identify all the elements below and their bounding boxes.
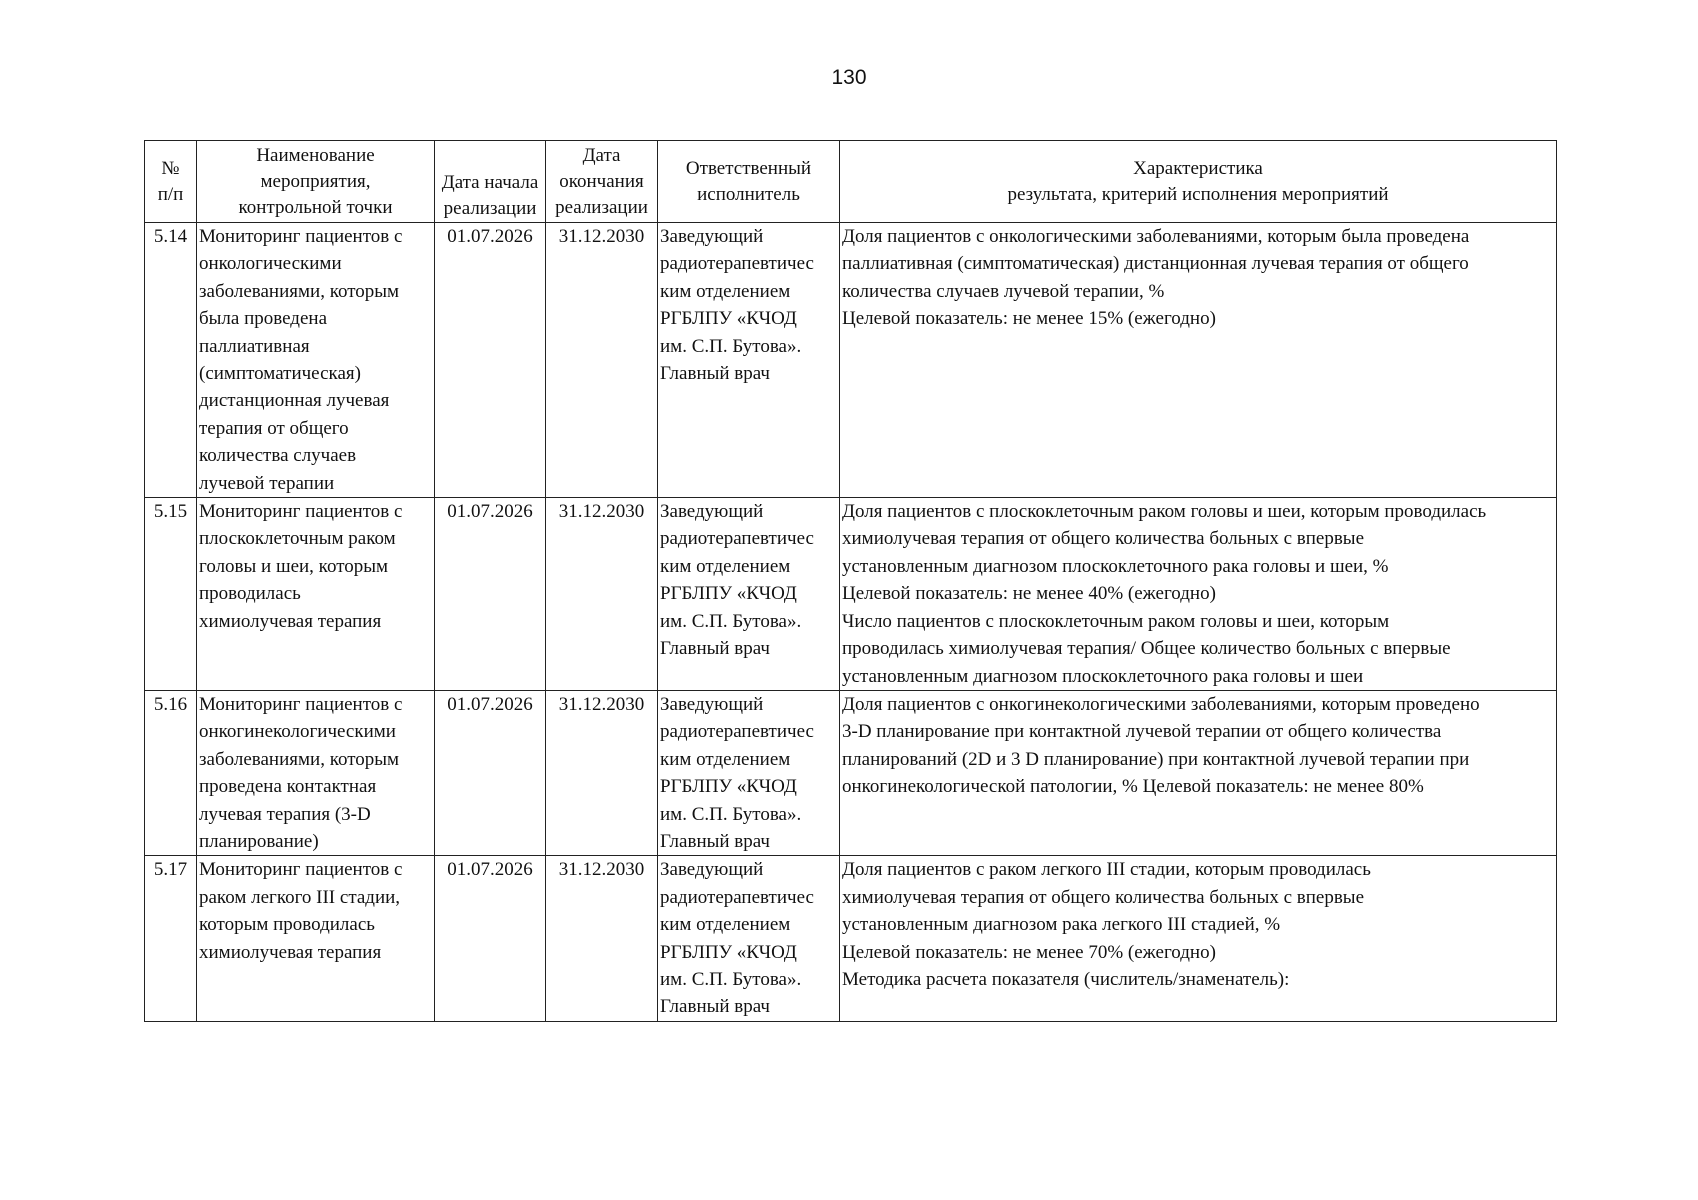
end-date: 31.12.2030 [546,223,658,498]
cell-line: ким отделением [660,748,791,770]
cell-line: которым проводилась [199,914,375,936]
cell-line: им. С.П. Бутова». [660,803,802,825]
cell-line: им. С.П. Бутова». [660,610,802,632]
end-date: 31.12.2030 [546,498,658,691]
result-criteria [840,223,1557,498]
header-num [145,141,197,223]
header-line: окончания [559,170,644,192]
start-date: 01.07.2026 [435,223,546,498]
row-number: 5.17 [145,856,197,1021]
start-date: 01.07.2026 [435,498,546,691]
cell-line: 3-D планирование при контактной лучевой терапии от общего количества [842,721,1442,743]
result-criteria [840,690,1557,855]
header-line: п/п [157,183,184,205]
cell-line: установленным диагнозом плоскоклеточного рака головы и шеи [842,665,1364,687]
cell-line: (симптоматическая) [199,363,361,385]
cell-line: Доля пациентов с онкологическими заболеваниями, которым была проведена [842,226,1470,247]
cell-line: химиолучевая терапия от общего количества больных с впервые [842,528,1365,550]
cell-line: головы и шеи, которым [199,555,389,577]
cell-line: лучевая терапия (3-D [199,803,371,825]
header-responsible [658,141,840,223]
cell-line: установленным диагнозом плоскоклеточного рака головы и шеи, % [842,555,1389,577]
header-line: исполнитель [697,183,800,205]
cell-line: количества случаев [199,445,357,467]
cell-line: Мониторинг пациентов с [199,693,403,715]
cell-line: раком легкого III стадии, [199,886,401,908]
table-row [145,856,1557,1021]
cell-line: радиотерапевтичес [660,721,814,743]
cell-line: плоскоклеточным раком [199,528,396,550]
cell-line: радиотерапевтичес [660,528,814,550]
measure-name [197,690,435,855]
cell-line: Целевой показатель: не менее 15% (ежегодно) [842,308,1216,330]
responsible-executor [658,223,840,498]
cell-line: Методика расчета показателя (числитель/знаменатель): [842,968,1290,990]
cell-line: проводилась химиолучевая терапия/ Общее количество больных с впервые [842,638,1451,660]
cell-line: была проведена [199,308,328,330]
cell-line: химиолучевая терапия [199,941,382,963]
measure-name [197,856,435,1021]
measure-name [197,223,435,498]
cell-line: заболеваниями, которым [199,280,400,302]
responsible-executor [658,856,840,1021]
table-row [145,690,1557,855]
cell-line: Главный врач [660,996,770,1018]
header-result [840,141,1557,223]
cell-line: терапия от общего [199,417,349,439]
cell-line: Главный врач [660,638,770,660]
end-date: 31.12.2030 [546,690,658,855]
page-number: 130 [831,66,867,89]
measures-table [144,140,1557,1022]
cell-line: Заведующий [660,693,764,715]
header-start-date [435,141,546,223]
header-end-date [546,141,658,223]
start-date: 01.07.2026 [435,690,546,855]
cell-line: Заведующий [660,226,764,247]
cell-line: Главный врач [660,830,770,852]
cell-line: Мониторинг пациентов с [199,859,403,881]
cell-line: планирование) [199,830,319,852]
cell-line: Доля пациентов с раком легкого III стадии, которым проводилась [842,859,1371,881]
cell-line: Заведующий [660,859,764,881]
cell-line: установленным диагнозом рака легкого III стадией, % [842,914,1281,936]
cell-line: Число пациентов с плоскоклеточным раком головы и шеи, которым [842,610,1390,632]
header-line: мероприятия, [260,170,371,192]
cell-line: ким отделением [660,555,791,577]
cell-line: онкологическими [199,253,342,275]
cell-line: паллиативная (симптоматическая) дистанционная лучевая терапия от общего [842,253,1469,275]
table-header-row [145,141,1557,223]
cell-line: радиотерапевтичес [660,886,814,908]
header-line: Дата начала [441,172,539,193]
cell-line: количества случаев лучевой терапии, % [842,280,1165,302]
row-number: 5.14 [145,223,197,498]
cell-line: лучевой терапии [199,472,335,494]
header-name [197,141,435,223]
table-body [145,223,1557,1022]
cell-line: РГБЛПУ «КЧОД [660,308,797,330]
header-line: контрольной точки [238,196,393,218]
cell-line: проводилась [199,583,301,605]
table-row [145,223,1557,498]
header-line: Наименование [256,144,375,166]
cell-line: химиолучевая терапия [199,610,382,632]
start-date: 01.07.2026 [435,856,546,1021]
cell-line: онкогинекологическими [199,721,396,743]
cell-line: Целевой показатель: не менее 70% (ежегодно) [842,941,1216,963]
result-criteria [840,498,1557,691]
cell-line: Доля пациентов с онкогинекологическими заболеваниями, которым проведено [842,693,1480,715]
cell-line: Целевой показатель: не менее 40% (ежегодно) [842,583,1216,605]
header-line: № [161,157,180,179]
header-line: Характеристика [1133,157,1263,179]
table-row [145,498,1557,691]
cell-line: РГБЛПУ «КЧОД [660,941,797,963]
cell-line: химиолучевая терапия от общего количества больных с впервые [842,886,1365,908]
cell-line: ким отделением [660,280,791,302]
row-number: 5.16 [145,690,197,855]
responsible-executor [658,498,840,691]
row-number: 5.15 [145,498,197,691]
cell-line: Мониторинг пациентов с [199,501,403,523]
cell-line: паллиативная [199,335,310,357]
cell-line: онкогинекологической патологии, % Целевой показатель: не менее 80% [842,776,1424,798]
cell-line: Главный врач [660,363,770,385]
cell-line: ким отделением [660,914,791,936]
header-line: Дата [582,144,621,166]
responsible-executor [658,690,840,855]
header-line: результата, критерий исполнения мероприятий [1007,183,1389,205]
measure-name [197,498,435,691]
cell-line: РГБЛПУ «КЧОД [660,776,797,798]
cell-line: им. С.П. Бутова». [660,335,802,357]
cell-line: им. С.П. Бутова». [660,968,802,990]
cell-line: заболеваниями, которым [199,748,400,770]
header-line: реализации [443,198,537,219]
header-line: Ответственный [685,157,812,179]
cell-line: Доля пациентов с плоскоклеточным раком головы и шеи, которым проводилась [842,501,1487,523]
cell-line: Заведующий [660,501,764,523]
cell-line: планирований (2D и 3 D планирование) при контактной лучевой терапии при [842,748,1470,770]
result-criteria [840,856,1557,1021]
end-date: 31.12.2030 [546,856,658,1021]
cell-line: Мониторинг пациентов с [199,226,403,247]
cell-line: дистанционная лучевая [199,390,390,412]
cell-line: радиотерапевтичес [660,253,814,275]
cell-line: проведена контактная [199,776,377,798]
header-line: реализации [555,196,648,218]
cell-line: РГБЛПУ «КЧОД [660,583,797,605]
